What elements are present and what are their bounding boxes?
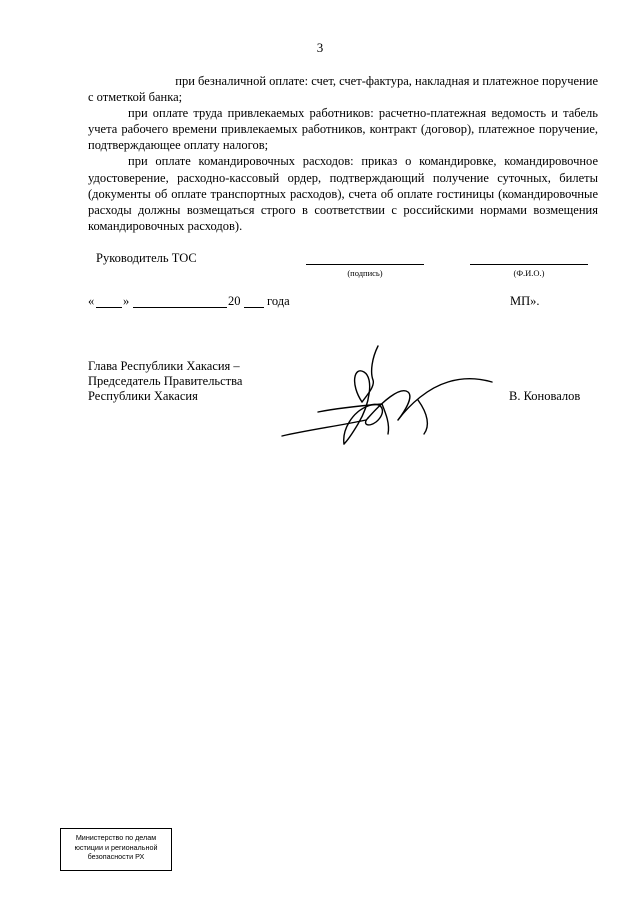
stamp-line1: Министерство по делам <box>75 833 157 842</box>
role-label: Руководитель ТОС <box>96 251 197 265</box>
year-suffix: года <box>267 294 290 308</box>
page-number: 3 <box>316 40 324 55</box>
signature-caption: (подпись) <box>347 268 383 278</box>
month-blank <box>133 307 227 308</box>
official-name: В. Коновалов <box>509 389 581 403</box>
signature-line <box>306 264 424 265</box>
paragraph-travel: при оплате командировочных расходов: приказ о командировке, командировочное удостоверение, расходно-кассовый ордер, подтверждающий получение суточных, билеты (документы об оплате транспортных расходов), счета об оплате гостиницы (командировочные расходы должны возмещаться строго в соответствии с российскими нормами возмещения командировочных расходов). <box>88 154 598 233</box>
date-open-quote: « <box>88 294 95 308</box>
stamp-line3: безопасности РХ <box>87 852 145 862</box>
official-title-line3: Республики Хакасия <box>88 389 198 403</box>
name-line <box>470 264 588 265</box>
paragraph-cashless-cont: с отметкой банка; <box>88 90 183 105</box>
day-blank <box>96 307 122 308</box>
date-close-quote: » <box>123 294 130 308</box>
ministry-stamp <box>60 828 172 871</box>
year-prefix: 20 <box>228 294 241 308</box>
official-title-line1: Глава Республики Хакасия – <box>88 359 240 373</box>
seal-mark: МП». <box>510 294 540 308</box>
year-blank <box>244 307 264 308</box>
name-caption: (Ф.И.О.) <box>513 268 545 278</box>
paragraph-labor: при оплате труда привлекаемых работников: расчетно-платежная ведомость и табель учета рабочего времени привлекаемых работников, контракт (договор), платежное поручение, подтверждающее оплату налогов; <box>88 106 598 153</box>
official-title-line2: Председатель Правительства <box>88 374 243 388</box>
document-body <box>88 73 598 234</box>
paragraph-cashless: при безналичной оплате: счет, счет-фактура, накладная и платежное поручение <box>175 74 598 88</box>
handwritten-signature <box>278 342 500 450</box>
stamp-line2: юстиции и региональной <box>74 842 158 852</box>
